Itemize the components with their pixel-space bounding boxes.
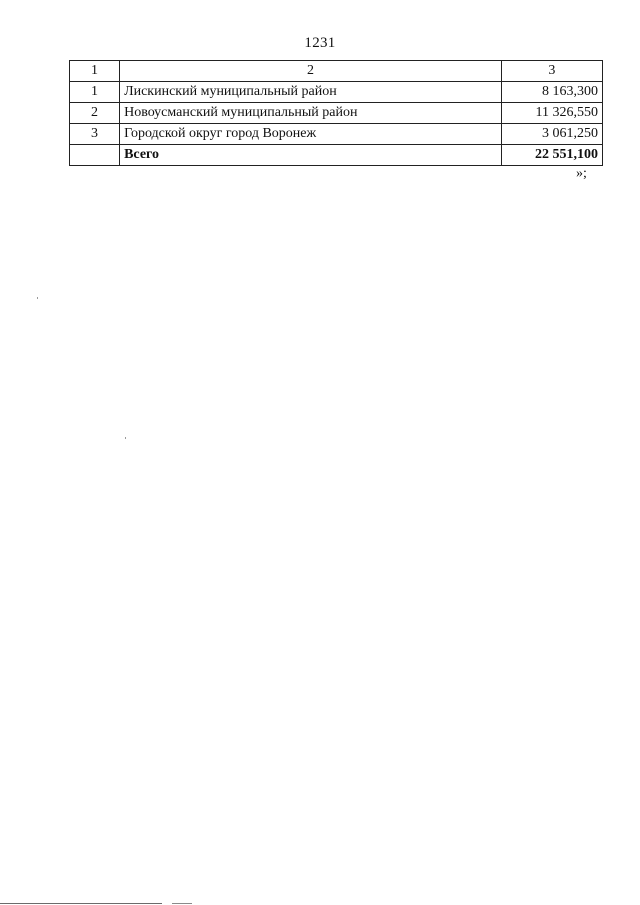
- row-number-cell: 1: [70, 82, 120, 103]
- total-label-cell: Всего: [120, 145, 502, 166]
- table-row: [70, 124, 603, 145]
- table-header-row: [70, 61, 603, 82]
- scan-edge-line: [0, 903, 162, 904]
- amount-cell: 8 163,300: [501, 82, 602, 103]
- municipality-name-cell: Городской округ город Воронеж: [120, 124, 502, 145]
- page-number: 1231: [304, 35, 336, 51]
- closing-quote-mark: »;: [576, 166, 587, 181]
- total-amount-cell: 22 551,100: [501, 145, 602, 166]
- allocation-table: [69, 60, 603, 166]
- amount-cell: 11 326,550: [501, 103, 602, 124]
- header-cell-1: 1: [70, 61, 120, 82]
- municipality-name-cell: Новоусманский муниципальный район: [120, 103, 502, 124]
- header-cell-2: 2: [120, 61, 502, 82]
- scan-speck: [125, 437, 126, 439]
- header-cell-3: 3: [501, 61, 602, 82]
- total-row: [70, 145, 603, 166]
- table-row: [70, 82, 603, 103]
- table-row: [70, 103, 603, 124]
- municipality-name-cell: Лискинский муниципальный район: [120, 82, 502, 103]
- scan-speck: [37, 297, 38, 299]
- row-number-cell: 2: [70, 103, 120, 124]
- total-number-cell: [70, 145, 120, 166]
- scan-edge-line: [172, 903, 192, 904]
- row-number-cell: 3: [70, 124, 120, 145]
- amount-cell: 3 061,250: [501, 124, 602, 145]
